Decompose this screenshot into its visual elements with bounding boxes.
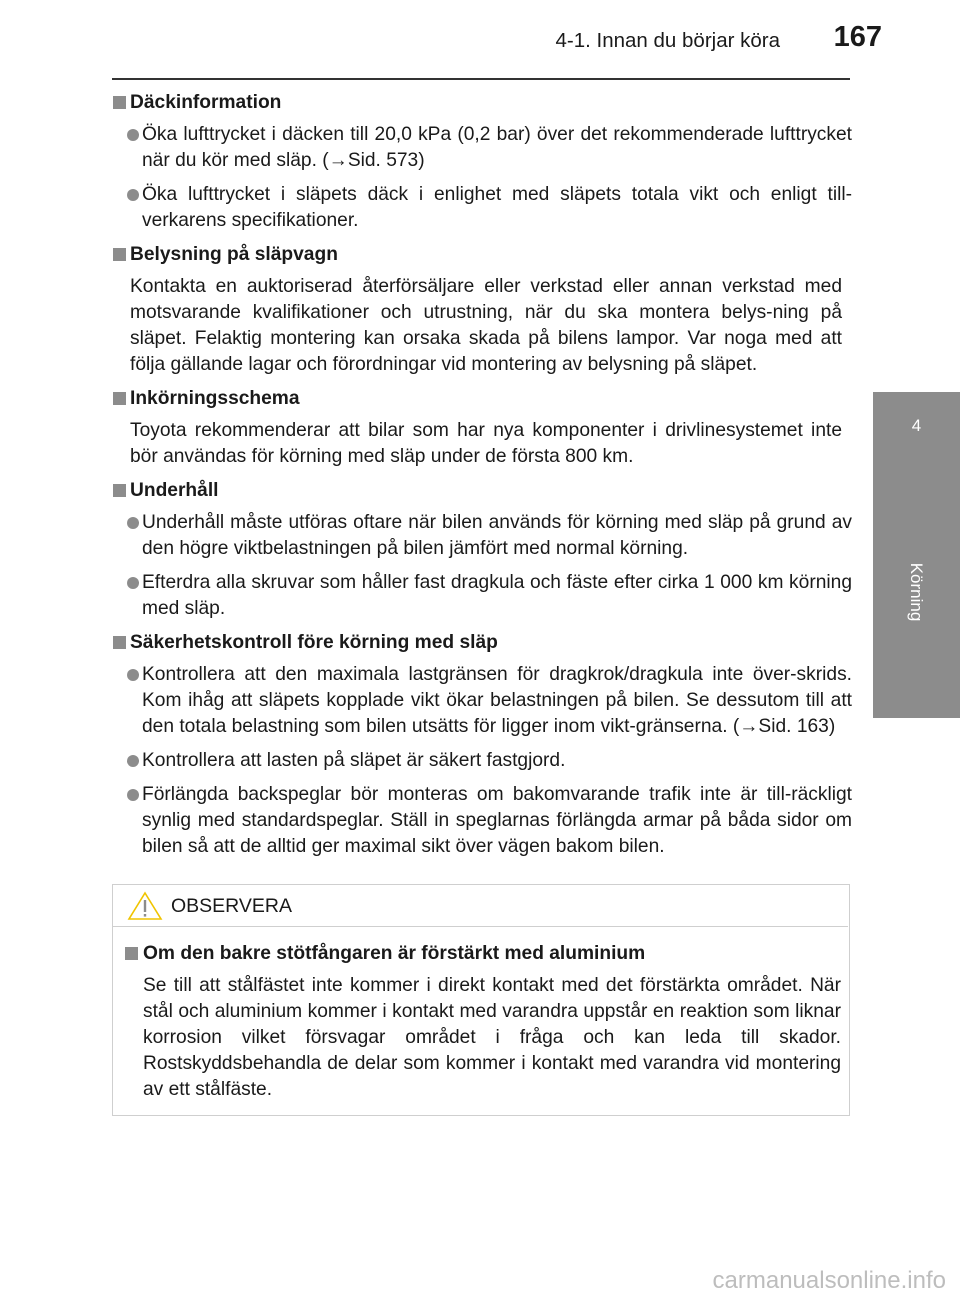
caution-label: OBSERVERA — [171, 895, 293, 917]
caution-paragraph: Se till att stålfästet inte kommer i direkt kontakt med det förstärkta området. När stål och aluminium kommer i kontakt med varandra uppstår en reaktion som liknar korrosion vilket försvagar området i fråga och kan leda till skador. Rostskyddsbehandla de delar som kommer i kontakt med varandra vid montering av ett stålfäste. — [143, 975, 841, 1100]
circle-bullet-icon — [127, 669, 139, 681]
circle-bullet-icon — [127, 755, 139, 767]
main-content — [112, 90, 852, 868]
list-item: Underhåll måste utföras oftare när bilen används för körning med släp på grund av den högre viktbelastningen på bilen jämfört med normal körning. — [112, 510, 852, 562]
list-item: Öka lufttrycket i släpets däck i enlighet med släpets totala vikt och enligt till-verkarens specifikationer. — [112, 182, 852, 234]
circle-bullet-icon — [127, 129, 139, 141]
watermark: carmanualsonline.info — [712, 1267, 946, 1294]
list-item: Förlängda backspeglar bör monteras om bakomvarande trafik inte är till-räckligt synlig med standardspeglar. Ställ in speglarnas förlängda armar på båda sidor om bilen så att de alltid ger maximal sikt över vägen bakom bilen. — [112, 782, 852, 860]
square-bullet-icon — [113, 636, 126, 649]
section-heading: Belysning på släpvagn — [112, 242, 852, 268]
circle-bullet-icon — [127, 189, 139, 201]
list-item: Kontrollera att lasten på släpet är säkert fastgjord. — [112, 748, 852, 774]
section-heading: Inkörningsschema — [112, 386, 852, 412]
chapter-number: 4 — [911, 416, 922, 435]
list-item: Efterdra alla skruvar som håller fast dragkula och fäste efter cirka 1 000 km körning med släp. — [112, 570, 852, 622]
caution-body — [123, 941, 841, 1103]
chapter-tab — [873, 392, 960, 718]
page-number: 167 — [833, 21, 882, 53]
square-bullet-icon — [125, 947, 138, 960]
section-maintenance — [112, 478, 852, 622]
page-header — [0, 0, 960, 80]
circle-bullet-icon — [127, 517, 139, 529]
section-title: 4-1. Innan du börjar köra — [555, 29, 780, 52]
section-trailer-lighting — [112, 242, 852, 378]
chapter-label: Körning — [907, 562, 926, 622]
warning-triangle-icon — [127, 891, 163, 921]
section-tire-info — [112, 90, 852, 234]
section-safety-check — [112, 630, 852, 860]
caution-heading: Om den bakre stötfångaren är förstärkt med aluminium — [123, 941, 841, 967]
list-item: Öka lufttrycket i däcken till 20,0 kPa (0,2 bar) över det rekommenderade lufttrycket när du kör med släp. (→Sid. 573) — [112, 122, 852, 174]
square-bullet-icon — [113, 248, 126, 261]
caution-header — [113, 885, 848, 927]
caution-box — [112, 884, 850, 1116]
square-bullet-icon — [113, 96, 126, 109]
header-divider — [112, 78, 850, 80]
section-heading: Säkerhetskontroll före körning med släp — [112, 630, 852, 656]
square-bullet-icon — [113, 392, 126, 405]
section-paragraph: Kontakta en auktoriserad återförsäljare eller verkstad eller annan verkstad med motsvarande kvalifikationer och utrustning, när du ska montera belys-ning på släpet. Felaktig montering kan orsaka skada på bilens lampor. Var noga med att följa gällande lagar och förordningar vid montering av belysning på släpet. — [130, 276, 842, 375]
square-bullet-icon — [113, 484, 126, 497]
list-item: Kontrollera att den maximala lastgränsen för dragkrok/dragkula inte över-skrids. Kom ihåg att släpets kopplade vikt ökar belastningen på bilen. Se dessutom till att den totala belastning som bilen utsätts för ligger inom vikt-gränserna. (→Sid. 163) — [112, 662, 852, 740]
section-paragraph: Toyota rekommenderar att bilar som har nya komponenter i drivlinesystemet inte bör användas för körning med släp under de första 800 km. — [130, 420, 842, 467]
circle-bullet-icon — [127, 577, 139, 589]
circle-bullet-icon — [127, 789, 139, 801]
section-heading: Däckinformation — [112, 90, 852, 116]
section-heading: Underhåll — [112, 478, 852, 504]
section-break-in — [112, 386, 852, 470]
